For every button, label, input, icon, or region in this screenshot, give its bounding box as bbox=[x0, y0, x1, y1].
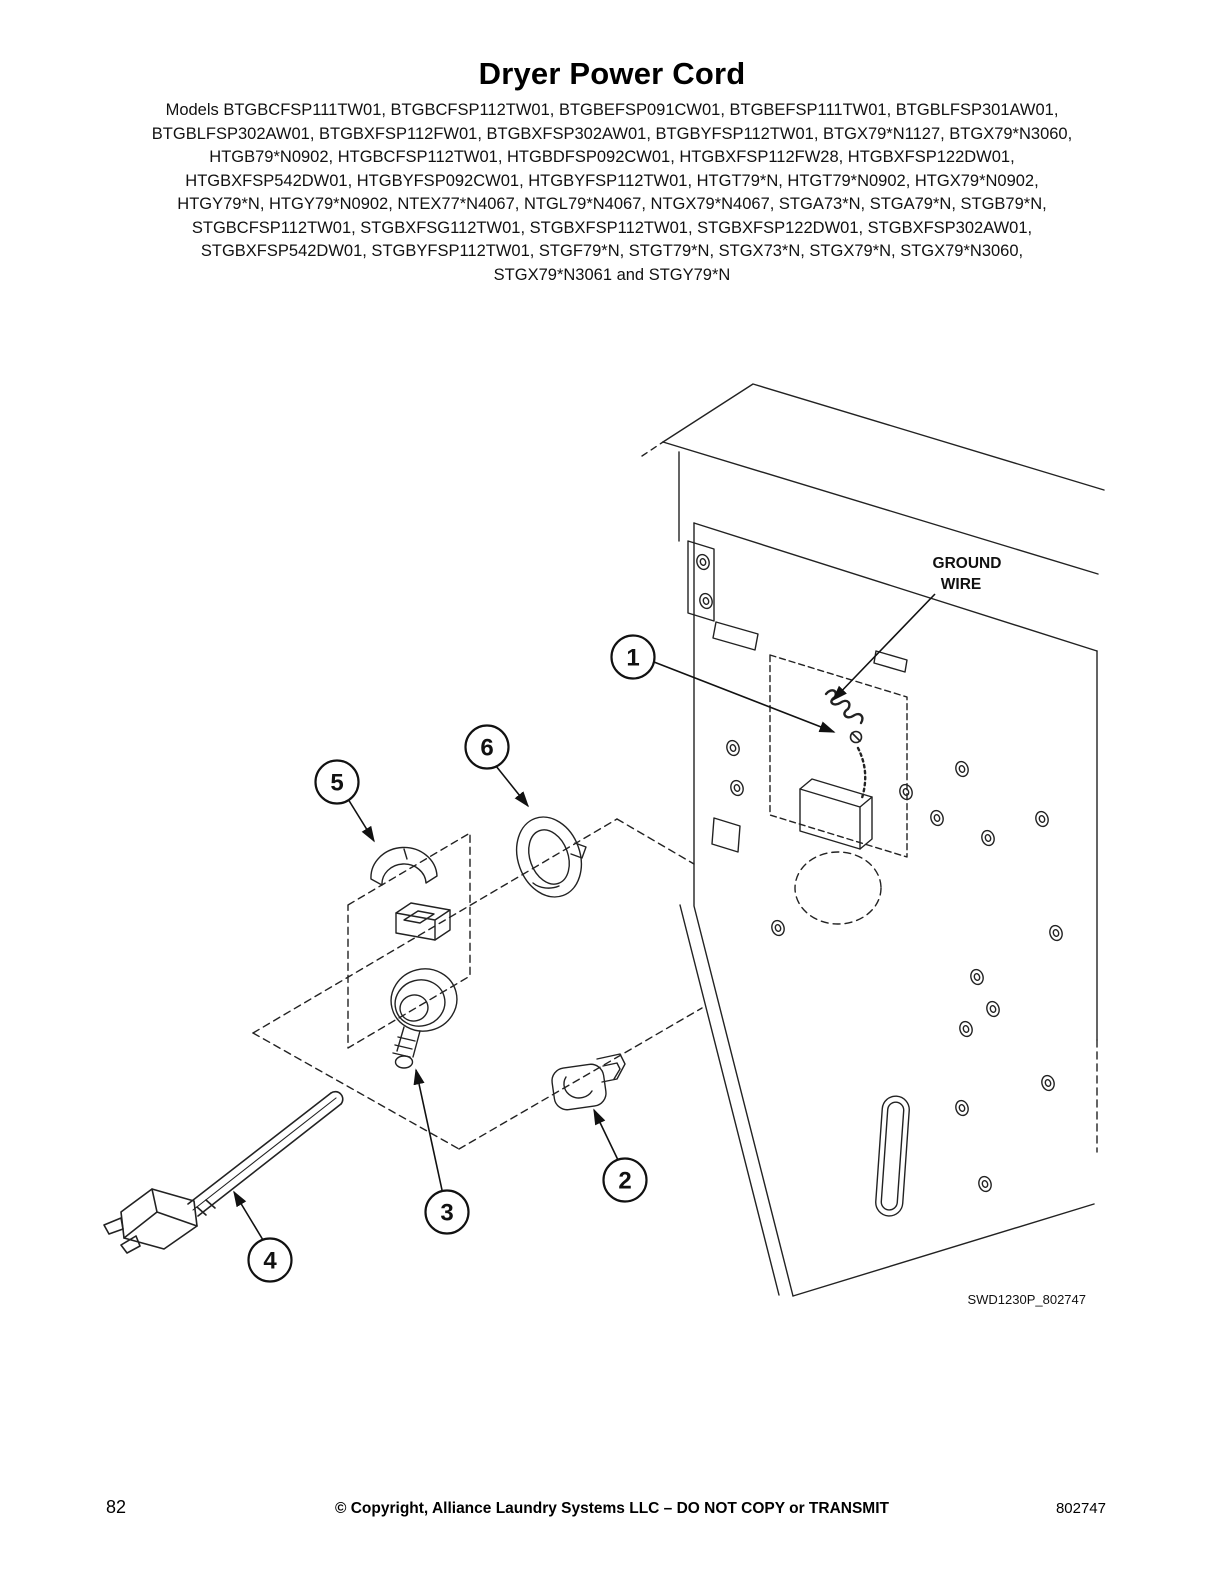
part-strain-relief bbox=[371, 847, 450, 940]
models-line: BTGBLFSP302AW01, BTGBXFSP112FW01, BTGBXFSP302AW01, BTGBYFSP112TW01, BTGX79*N1127, BTGX79*N3060, bbox=[151, 124, 1073, 143]
models-line: Models BTGBCFSP111TW01, BTGBCFSP112TW01, BTGBEFSP091CW01, BTGBEFSP111TW01, BTGBLFSP301AW01, bbox=[165, 101, 1059, 119]
ground-wire-label bbox=[833, 555, 1001, 700]
models-line: HTGY79*N, HTGY79*N0902, NTEX77*N4067, NTGL79*N4067, NTGX79*N4067, STGA73*N, STGA79*N, STGB79*N, bbox=[177, 195, 1047, 213]
models-line: STGBCFSP112TW01, STGBXFSG112TW01, STGBXFSP112TW01, STGBXFSP122DW01, STGBXFSP302AW01, bbox=[191, 218, 1033, 237]
callout-2 bbox=[594, 1110, 647, 1202]
callout-3 bbox=[416, 1070, 469, 1234]
page-number: 82 bbox=[106, 1497, 127, 1517]
callout-6 bbox=[466, 726, 529, 807]
exploded-diagram bbox=[0, 340, 1224, 1320]
terminal-access-opening bbox=[770, 655, 907, 857]
svg-text:5: 5 bbox=[330, 769, 344, 797]
rear-panel bbox=[680, 523, 1097, 1296]
models-line: HTGB79*N0902, HTGBCFSP112TW01, HTGBDFSP092CW01, HTGBXFSP112FW28, HTGBXFSP122DW01, bbox=[209, 148, 1015, 166]
svg-text:1: 1 bbox=[626, 644, 640, 672]
projection-lines bbox=[253, 819, 702, 1149]
document-number: 802747 bbox=[1055, 1500, 1106, 1517]
models-line: HTGBXFSP542DW01, HTGBYFSP092CW01, HTGBYFSP112TW01, HTGT79*N, HTGT79*N0902, HTGX79*N0902, bbox=[185, 171, 1039, 190]
ground-wire bbox=[826, 690, 865, 798]
callout-5 bbox=[316, 761, 375, 842]
models-list bbox=[55, 99, 1169, 287]
svg-text:2: 2 bbox=[618, 1167, 632, 1195]
ground-wire-label-line2: WIRE bbox=[940, 576, 982, 593]
svg-text:3: 3 bbox=[440, 1199, 454, 1227]
svg-text:4: 4 bbox=[263, 1247, 277, 1275]
part-cord-clamp bbox=[550, 1054, 625, 1111]
svg-text:6: 6 bbox=[480, 734, 494, 762]
page-title: Dryer Power Cord bbox=[478, 56, 746, 91]
part-grommet bbox=[506, 808, 592, 906]
models-line: STGBXFSP542DW01, STGBYFSP112TW01, STGF79*N, STGT79*N, STGX73*N, STGX79*N, STGX79*N3060, bbox=[200, 242, 1024, 260]
callout-4 bbox=[234, 1192, 292, 1282]
copyright-notice: © Copyright, Alliance Laundry Systems LLC – DO NOT COPY or TRANSMIT bbox=[335, 1500, 889, 1517]
callout-1 bbox=[612, 636, 835, 733]
part-bushing bbox=[384, 962, 463, 1068]
drawing-number: SWD1230P_802747 bbox=[967, 1292, 1086, 1307]
models-line: STGX79*N3061 and STGY79*N bbox=[493, 265, 731, 284]
ground-wire-label-line1: GROUND bbox=[932, 555, 1002, 572]
part-power-cord bbox=[104, 1092, 343, 1253]
cabinet-top-edge bbox=[642, 384, 1104, 574]
